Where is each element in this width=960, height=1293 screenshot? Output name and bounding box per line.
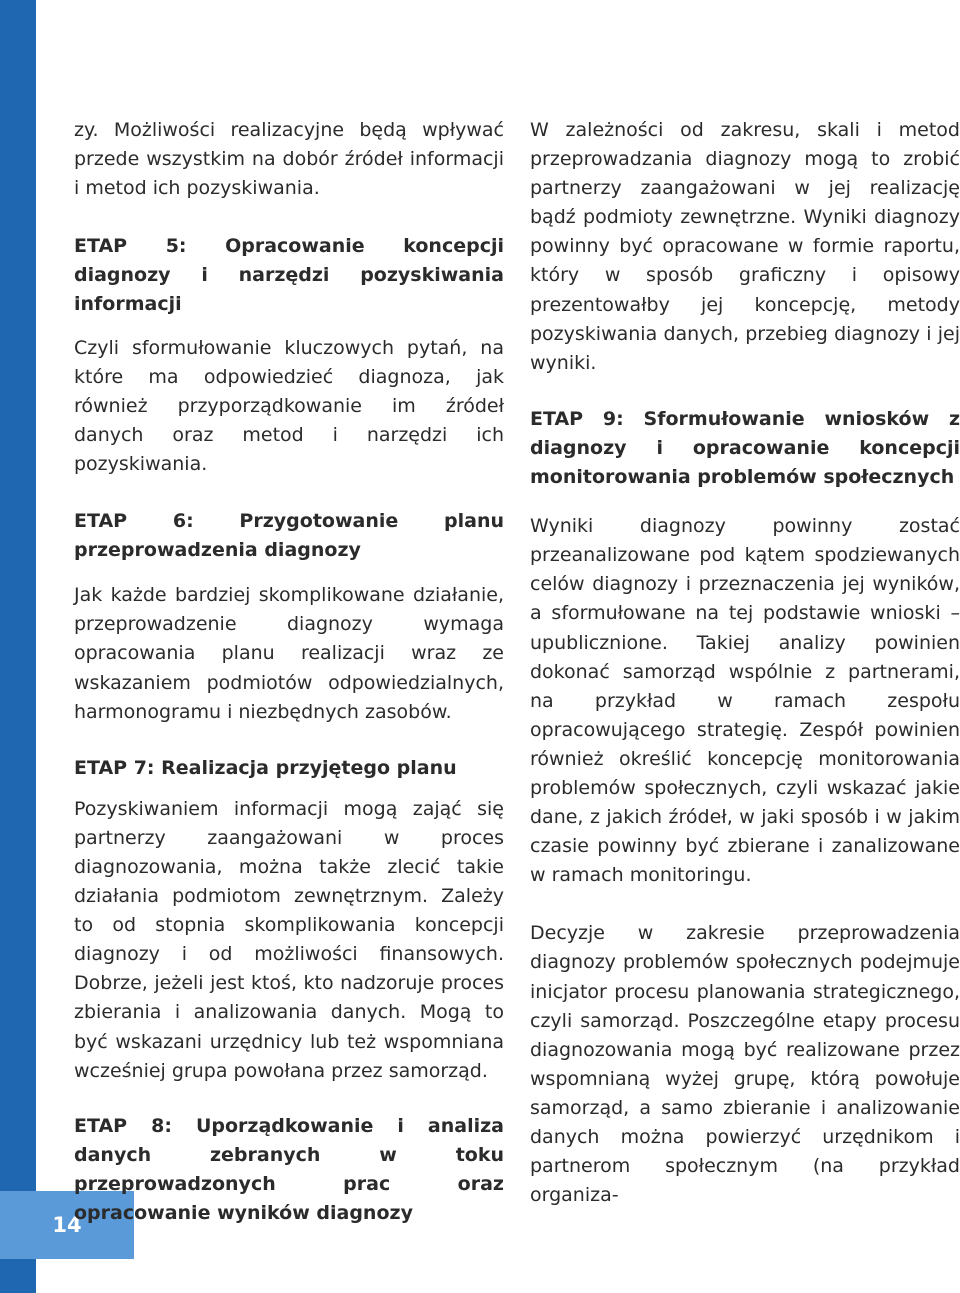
etap-7-heading: ETAP 7: Realizacja przyjętego planu: [74, 756, 457, 779]
right-column: [530, 116, 960, 1210]
page-edge-bar: [0, 0, 36, 1293]
paragraph: zy. Możliwości realizacyjne będą wpływać przede wszystkim na dobór źródeł informacji i metod ich pozyskiwania.: [74, 119, 504, 200]
paragraph: Decyzje w zakresie przeprowadzenia diagnozy problemów społecznych podejmuje inicjator procesu planowania strategicznego, czyli samorząd. Poszczególne etapy procesu diagnozowania mogą być realizowane przez wspomnianą wyżej grupę, którą powołuje samorząd, a samo zbieranie i analizowanie danych można powierzyć urzędnikom i partnerom społecznym (na przykład organiza-: [530, 922, 960, 1207]
etap-8-heading: ETAP 8: Uporządkowanie i analiza danych zebranych w toku przeprowadzonych prac oraz opracowanie wyników diagnozy: [74, 1114, 504, 1224]
paragraph: Wyniki diagnozy powinny zostać przeanalizowane pod kątem spodziewanych celów diagnozy i przeznaczenia jej wyników, a sformułowane na tej podstawie wnioski – upublicznione. Takiej analizy powinien dokonać samorząd wspólnie z partnerami, na przykład w ramach zespołu opracowującego strategię. Zespół powinien również określić koncepcję monitorowania problemów społecznych, czyli wskazać jakie dane, z jakich źródeł, w jaki sposób i w jakim czasie powinny być zbierane i zanalizowane w ramach monitoringu.: [530, 515, 960, 887]
etap-5-heading: ETAP 5: Opracowanie koncepcji diagnozy i narzędzi pozyskiwania informacji: [74, 235, 504, 316]
etap-6-heading: ETAP 6: Przygotowanie planu przeprowadzenia diagnozy: [74, 510, 504, 562]
paragraph: Czyli sformułowanie kluczowych pytań, na które ma odpowiedzieć diagnoza, jak również przyporządkowanie im źródeł danych oraz metod i narzędzi ich pozyskiwania.: [74, 336, 504, 475]
paragraph: W zależności od zakresu, skali i metod przeprowadzania diagnozy mogą to zrobić partnerzy zaangażowani w jej realizację bądź podmioty zewnętrzne. Wyniki diagnozy powinny być opracowane w formie raportu, który w sposób graficzny i opisowy prezentowałby jej koncepcję, metody pozyskiwania danych, przebieg diagnozy i jej wyniki.: [530, 119, 960, 374]
paragraph: Jak każde bardziej skomplikowane działanie, przeprowadzenie diagnozy wymaga opracowania planu realizacji wraz ze wskazaniem podmiotów odpowiedzialnych, harmonogramu i niezbędnych zasobów.: [74, 584, 504, 723]
page-number: 14: [0, 1191, 134, 1259]
left-column: [74, 116, 504, 1228]
paragraph: Pozyskiwaniem informacji mogą zająć się partnerzy zaangażowani w proces diagnozowania, można także zlecić takie działania podmiotom zewnętrznym. Zależy to od stopnia skomplikowania koncepcji diagnozy i od możliwości finansowych. Dobrze, jeżeli jest ktoś, kto nadzoruje proces zbierania i analizowania danych. Mogą to być wskazani urzędnicy lub też wspomniana wcześniej grupa powołana przez samorząd.: [74, 797, 504, 1082]
etap-9-heading: ETAP 9: Sformułowanie wniosków z diagnozy i opracowanie koncepcji monitorowania problemów społecznych: [530, 407, 960, 489]
